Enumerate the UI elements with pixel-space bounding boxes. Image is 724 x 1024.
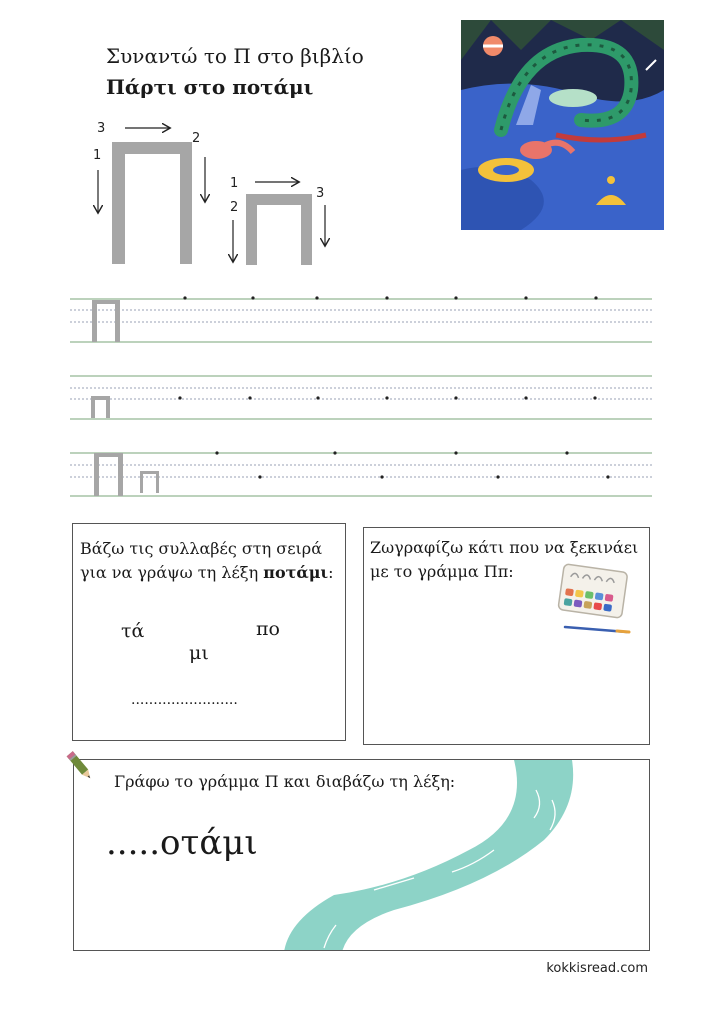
pencil-icon bbox=[64, 748, 96, 784]
syllable-instruction-line2 bbox=[80, 561, 334, 585]
handwriting-practice-area bbox=[70, 290, 652, 505]
stroke-number: 3 bbox=[97, 121, 106, 136]
syllable-ta: τά bbox=[121, 620, 145, 642]
watercolor-palette-icon bbox=[555, 560, 633, 638]
stroke-number: 1 bbox=[93, 148, 102, 163]
syllable-instruction-bold: ποτάμι bbox=[263, 563, 329, 582]
uppercase-pi-trace bbox=[92, 300, 120, 342]
stroke-number: 3 bbox=[316, 186, 325, 201]
river-party-illustration bbox=[461, 20, 664, 230]
incomplete-word[interactable]: .....οτάμι bbox=[106, 823, 258, 863]
answer-blank[interactable]: ........................ bbox=[131, 692, 238, 708]
syllable-po: πο bbox=[256, 618, 280, 640]
page-title: Συναντώ το Π στο βιβλίο bbox=[106, 44, 364, 68]
site-url: kokkisread.com bbox=[546, 961, 648, 976]
practice-row-mixed bbox=[70, 451, 652, 496]
uppercase-pi-trace bbox=[94, 453, 123, 496]
tracing-dots bbox=[178, 396, 596, 399]
syllable-instruction-suffix: : bbox=[328, 563, 334, 582]
lowercase-pi-trace bbox=[140, 471, 159, 493]
syllable-instruction-prefix: για να γράψω τη λέξη bbox=[80, 563, 264, 582]
book-title-prefix: Πάρτι στο bbox=[106, 75, 233, 99]
lowercase-pi-trace bbox=[91, 396, 110, 418]
drawing-instruction-line1: Ζωγραφίζω κάτι που να ξεκινάει bbox=[370, 538, 639, 557]
book-title bbox=[106, 75, 313, 99]
uppercase-pi-guide bbox=[112, 142, 192, 264]
stroke-number: 2 bbox=[230, 200, 239, 215]
stroke-order-diagram bbox=[85, 115, 345, 275]
drawing-instruction-line2: με το γράμμα Ππ: bbox=[370, 562, 514, 581]
stroke-number: 1 bbox=[230, 176, 239, 191]
syllable-instruction-line1: Βάζω τις συλλαβές στη σειρά bbox=[80, 539, 322, 558]
practice-row-lowercase bbox=[70, 376, 652, 419]
stroke-number: 2 bbox=[192, 131, 201, 146]
word-instruction: Γράφω το γράμμα Π και διαβάζω τη λέξη: bbox=[114, 772, 456, 791]
lowercase-pi-guide bbox=[246, 194, 312, 265]
syllable-mi: μι bbox=[189, 642, 209, 664]
book-title-bold: ποτάμι bbox=[232, 75, 314, 99]
practice-row-uppercase bbox=[70, 296, 652, 342]
